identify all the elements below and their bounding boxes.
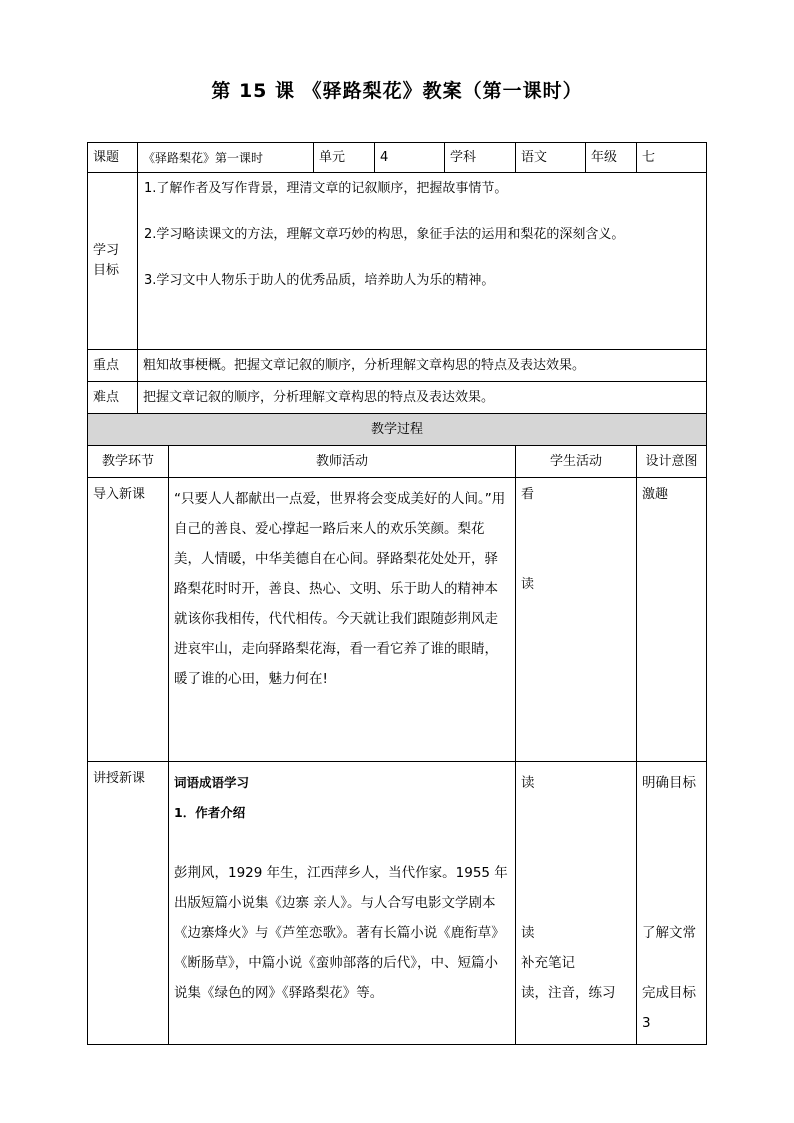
grade-value: 七 <box>637 143 707 173</box>
goals-label <box>88 173 138 350</box>
new-design-1: 明确目标 <box>642 775 697 791</box>
lesson-plan-table <box>87 142 707 1045</box>
process-title-row <box>88 414 707 446</box>
info-row <box>88 143 707 173</box>
page-title: 第 15 课 《驿路梨花》教案（第一课时） <box>211 80 583 102</box>
intro-student-1: 看 <box>521 487 535 502</box>
header-student: 学生活动 <box>516 446 637 478</box>
new-student-4: 读，注音，练习 <box>521 985 616 1001</box>
new-stage: 讲授新课 <box>88 762 169 1045</box>
intro-design: 激趣 <box>637 478 707 762</box>
difficulties-label: 难点 <box>88 382 138 414</box>
intro-stage: 导入新课 <box>88 478 169 762</box>
grade-label: 年级 <box>586 143 637 173</box>
goals-content <box>138 173 707 350</box>
new-teacher-sub: 1．作者介绍 <box>174 805 246 820</box>
difficulties-value: 把握文章记叙的顺序，分析理解文章构思的特点及表达效果。 <box>138 382 707 414</box>
new-teacher <box>169 762 516 1045</box>
process-row-new <box>88 762 707 1045</box>
new-design-3: 完成目标 3 <box>642 985 697 1031</box>
key-points-row <box>88 350 707 382</box>
new-teacher-heading: 词语成语学习 <box>174 775 250 790</box>
process-section-title: 教学过程 <box>88 414 707 446</box>
intro-teacher: “只要人人都献出一点爱，世界将会变成美好的人间。”用自己的善良、爱心撑起一路后来人的欢乐笑颜。梨花美，人情暖，中华美德自在心间。驿路梨花处处开，驿路梨花时时开，善良、热心、文明、乐于助人的精神本就该你我相传，代代相传。今天就让我们跟随彭荆风走进哀牢山，走向驿路梨花海，看一看它养了谁的眼睛，暖了谁的心田，魅力何在! <box>169 478 516 762</box>
new-student-2: 读 <box>521 925 535 941</box>
new-teacher-body: 彭荆风，1929 年生，江西萍乡人，当代作家。1955 年出版短篇小说集《边寨 亲人》。与人合写电影文学剧本《边寨烽火》与《芦笙恋歌》。著有长篇小说《鹿衔草》《断肠草》，中篇小说《蛮帅部落的后代》，中、短篇小说集《绿色的网》《驿路梨花》等。 <box>174 865 508 1001</box>
unit-value: 4 <box>375 143 445 173</box>
topic-value: 《驿路梨花》第一课时 <box>138 143 314 173</box>
new-design <box>637 762 707 1045</box>
unit-label: 单元 <box>314 143 375 173</box>
process-row-intro <box>88 478 707 762</box>
goal-item: 3.学习文中人物乐于助人的优秀品质，培养助人为乐的精神。 <box>144 273 495 288</box>
new-student <box>516 762 637 1045</box>
header-design: 设计意图 <box>637 446 707 478</box>
difficulties-row <box>88 382 707 414</box>
goals-label-line1: 学习 <box>93 243 120 258</box>
subject-value: 语文 <box>516 143 586 173</box>
new-student-1: 读 <box>521 775 535 791</box>
key-points-label: 重点 <box>88 350 138 382</box>
new-student-3: 补充笔记 <box>521 955 576 971</box>
goal-item: 2.学习略读课文的方法，理解文章巧妙的构思，象征手法的运用和梨花的深刻含义。 <box>144 227 625 242</box>
header-teacher: 教师活动 <box>169 446 516 478</box>
goals-row <box>88 173 707 350</box>
goals-label-line2: 目标 <box>93 263 120 278</box>
goal-item: 1.了解作者及写作背景，理清文章的记叙顺序，把握故事情节。 <box>144 181 508 196</box>
header-stage: 教学环节 <box>88 446 169 478</box>
intro-student <box>516 478 637 762</box>
new-design-2: 了解文常 <box>642 925 697 941</box>
key-points-value: 粗知故事梗概。把握文章记叙的顺序，分析理解文章构思的特点及表达效果。 <box>138 350 707 382</box>
topic-label: 课题 <box>88 143 138 173</box>
intro-student-2: 读 <box>521 577 535 592</box>
subject-label: 学科 <box>445 143 516 173</box>
process-header-row <box>88 446 707 478</box>
